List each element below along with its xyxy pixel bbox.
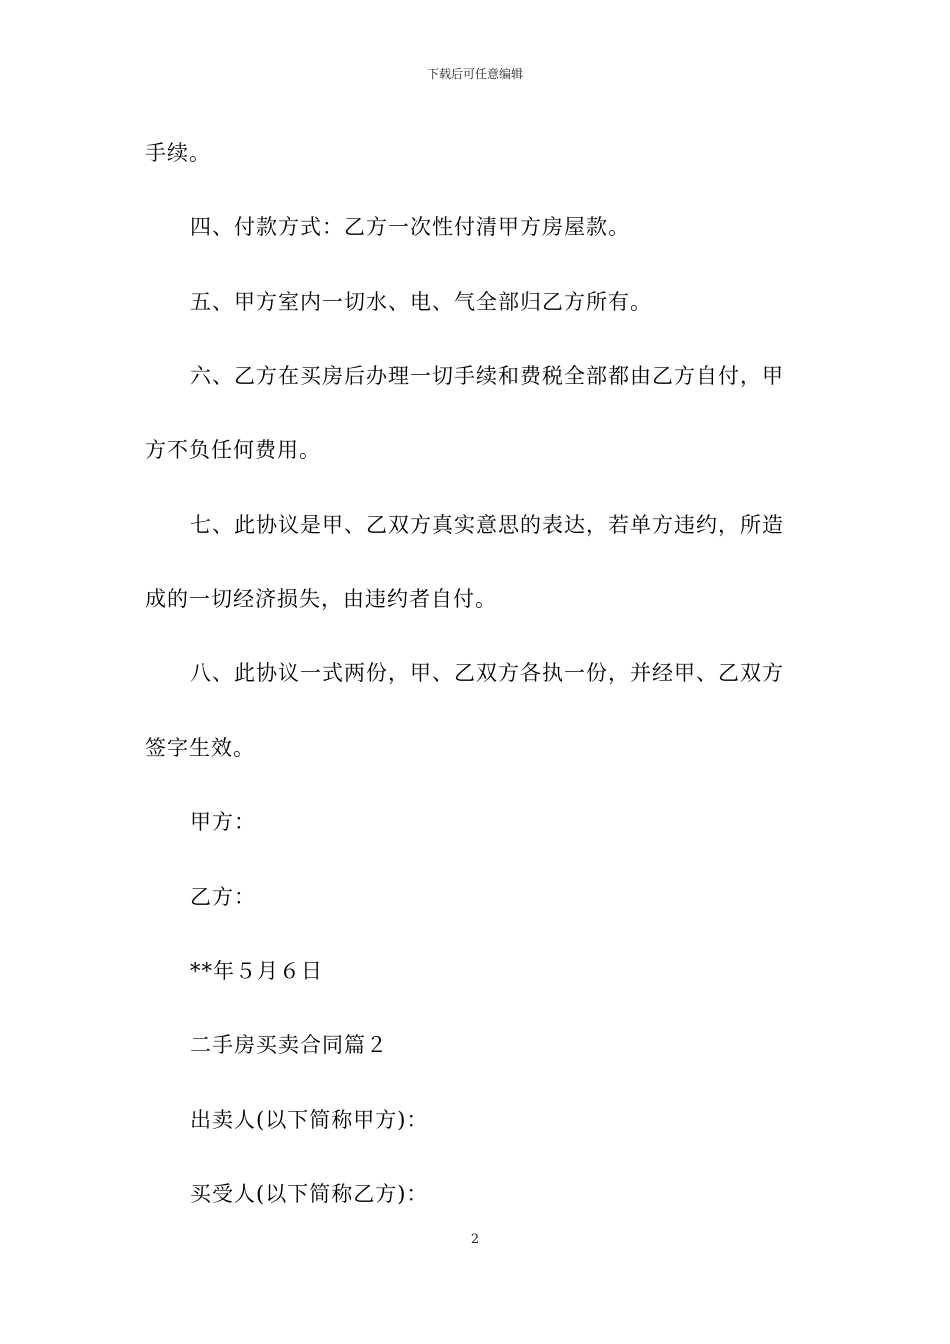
page-number: 2 xyxy=(470,1232,480,1247)
paragraph-line: 方不负任何费用。 xyxy=(145,438,321,462)
paragraph-line: 七、此协议是甲、乙双方真实意思的表达，若单方违约，所造 xyxy=(190,513,784,537)
paragraph-line: 签字生效。 xyxy=(145,736,255,760)
party-b-label: 乙方： xyxy=(190,885,256,909)
party-a-label: 甲方： xyxy=(190,810,256,834)
date-line: **年５月６日 xyxy=(190,959,323,983)
paragraph-line: 四、付款方式：乙方一次性付清甲方房屋款。 xyxy=(190,215,630,239)
page-header: 下载后可任意编辑 xyxy=(426,67,523,81)
section-title: 二手房买卖合同篇２ xyxy=(190,1033,388,1057)
paragraph-line: 五、甲方室内一切水、电、气全部归乙方所有。 xyxy=(190,290,652,314)
buyer-label: 买受人(以下简称乙方)： xyxy=(190,1182,429,1206)
paragraph-line: 成的一切经济损失，由违约者自付。 xyxy=(145,587,497,611)
seller-label: 出卖人(以下简称甲方)： xyxy=(190,1108,429,1132)
paragraph-line: 手续。 xyxy=(145,141,211,165)
paragraph-line: 六、乙方在买房后办理一切手续和费税全部都由乙方自付，甲 xyxy=(190,364,784,388)
paragraph-line: 八、此协议一式两份，甲、乙双方各执一份，并经甲、乙双方 xyxy=(190,661,784,685)
